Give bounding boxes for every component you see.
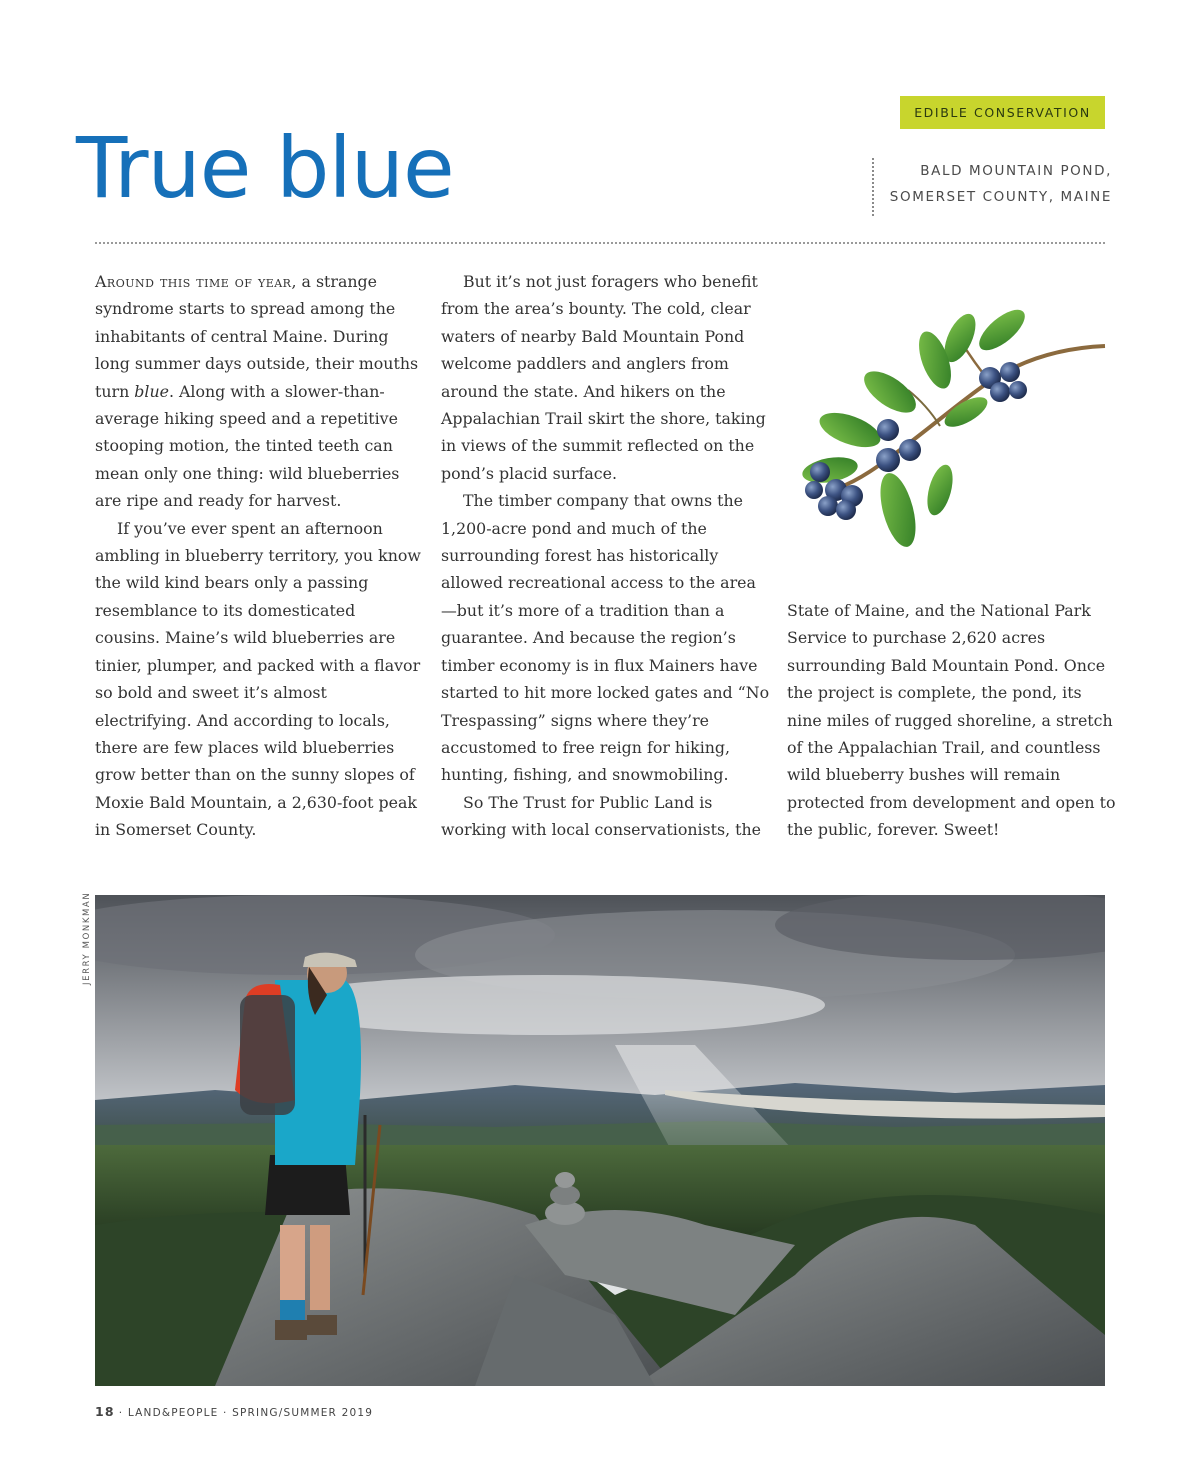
hiker-landscape-photo (95, 895, 1105, 1386)
section-tag: EDIBLE CONSERVATION (900, 96, 1105, 129)
dotted-divider (95, 242, 1105, 244)
location-line-2: SOMERSET COUNTY, MAINE (889, 189, 1112, 205)
blueberry-sprig-image (790, 300, 1110, 560)
paragraph-text: , a strange syndrome starts to spread among the inhabitants of central Maine. During long summer days outside, their mouths turn (95, 272, 419, 401)
paragraph: So The Trust for Public Land is working with local conservationists, the (441, 792, 762, 840)
article-column-1 (95, 268, 425, 844)
paragraph: The timber company that owns the 1,200-acre pond and much of the surrounding forest has historically allowed recreational access to the area—but it’s more of a tradition than a guarantee. And because the region’s timber economy is in flux Mainers have started to hit more locked gates and “No Trespassing” signs where they’re accustomed to free reign for hiking, hunting, fishing, and snowmobiling. (441, 491, 770, 785)
article-column-3 (787, 597, 1117, 844)
location-caption (872, 158, 1112, 216)
paragraph-text: . Along with a slower-than-average hiking speed and a repetitive stooping motion, the tinted teeth can mean only one thing: wild blueberries are ripe and ready for harvest. (95, 381, 400, 511)
paragraph: If you’ve ever spent an afternoon ambling in blueberry territory, you know the wild kind bears only a passing resemblance to its domesticated cousins. Maine’s wild blueberries are tinier, plumper, and packed with a flavor so bold and sweet it’s almost electrifying. And according to locals, there are few places wild blueberries grow better than on the sunny slopes of Moxie Bald Mountain, a 2,630-foot peak in Somerset County. (95, 518, 421, 840)
photo-credit (82, 891, 92, 985)
emphasis-text: blue (134, 381, 169, 401)
paragraph: State of Maine, and the National Park Service to purchase 2,620 acres surrounding Bald Mountain Pond. Once the project is complete, the pond, its nine miles of rugged shoreline, a stretch of the Appalachian Trail, and countless wild blueberry bushes will remain protected from development and open to the public, forever. Sweet! (787, 601, 1116, 840)
page-footer (95, 1404, 373, 1419)
paragraph (95, 268, 425, 515)
location-line-1: BALD MOUNTAIN POND, (920, 163, 1112, 179)
paragraph: But it’s not just foragers who benefit from the area’s bounty. The cold, clear waters of nearby Bald Mountain Pond welcome paddlers and anglers from around the state. And hikers on the Appalachian Trail skirt the shore, taking in views of the summit reflected on the pond’s placid surface. (441, 272, 766, 483)
lead-in: Around this time of year (95, 272, 292, 291)
article-title: True blue (76, 119, 454, 217)
page-number: 18 (95, 1404, 115, 1419)
article-column-2 (441, 268, 771, 844)
publication-info: · LAND&PEOPLE · SPRING/SUMMER 2019 (118, 1407, 374, 1419)
photo-credit-text: JERRY MONKMAN (82, 891, 92, 985)
